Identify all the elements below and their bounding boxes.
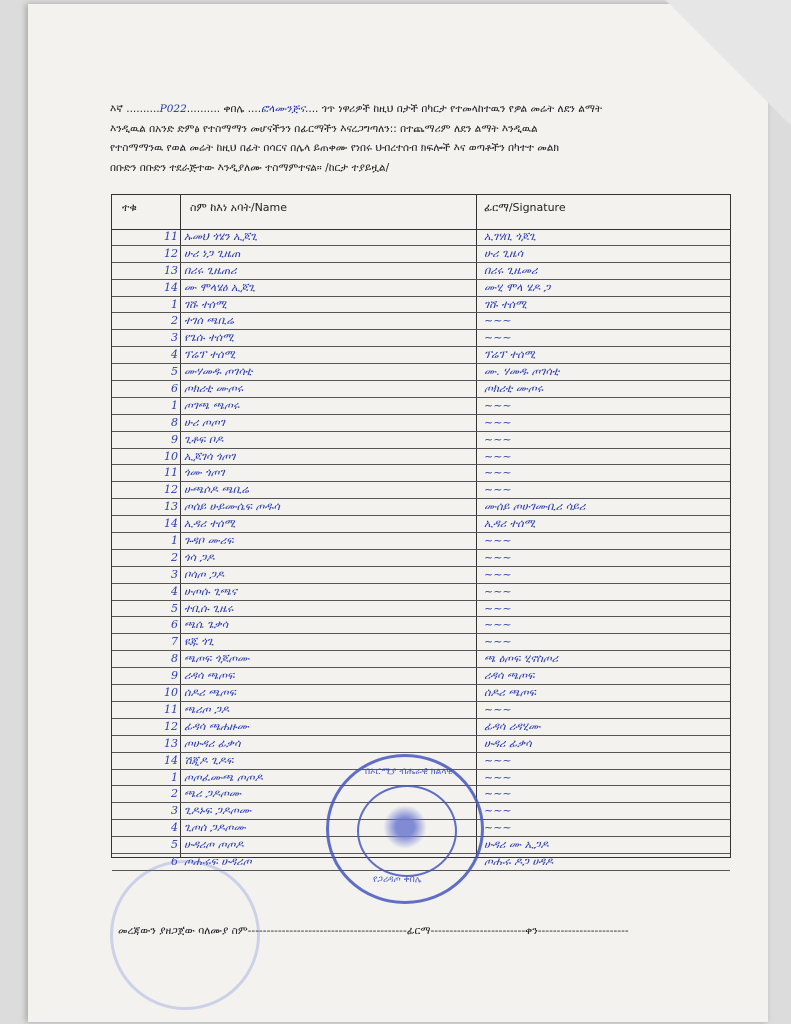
- row-name: ጦገጫ ጫጦሩ: [184, 398, 240, 412]
- row-number: 6: [171, 854, 178, 868]
- row-signature: ~~~: [484, 314, 512, 328]
- row-signature: ~~~: [484, 466, 512, 480]
- row-number: 13: [164, 263, 178, 277]
- row-signature: ሙሂ ሞላ ሄዶ ጋ: [484, 280, 551, 294]
- row-signature: ~~~: [484, 618, 512, 632]
- header-no: ተቁ: [122, 201, 137, 214]
- row-signature: በሪሩ ጊዜመሪ: [484, 263, 538, 277]
- table-row: [112, 601, 730, 618]
- row-signature: ~~~: [484, 415, 512, 429]
- row-number: 8: [171, 652, 178, 666]
- row-number: 8: [171, 415, 178, 429]
- row-signature: ሙ. ሃመዱ ጦገሳቲ: [484, 365, 560, 379]
- table-row: [112, 617, 730, 634]
- table-row: [112, 398, 730, 415]
- row-name: ሁጫሶዶ ጫቢሬ: [184, 483, 249, 497]
- row-signature: ሁሪ ጊዜሳ: [484, 246, 524, 260]
- handwritten-kebele: P022: [159, 103, 187, 115]
- table-row: [112, 533, 730, 550]
- row-name: ጊጦሰ ጋዶጦሙ: [184, 821, 246, 835]
- table-row: [112, 347, 730, 364]
- row-signature: ፊዳሳ ሪዳሂሙ: [484, 719, 541, 733]
- row-name: ገሹ ተሰሚ: [184, 297, 227, 311]
- row-name: ጎሙ ጎጦገ: [184, 466, 225, 480]
- row-number: 4: [171, 348, 178, 362]
- row-name: ጦክሪቲ ሙጦሩ: [184, 382, 244, 396]
- table-row: [112, 668, 730, 685]
- row-name: ሙሃመዱ ጦገሳቲ: [184, 365, 253, 379]
- official-seal: [326, 754, 484, 904]
- table-row: [112, 719, 730, 736]
- row-number: 13: [164, 736, 178, 750]
- handwritten-got: ፎላሙንጅና: [261, 103, 306, 115]
- table-row: [112, 685, 730, 702]
- header-signature: ፊርማ/Signature: [484, 201, 566, 214]
- table-row: [112, 432, 730, 449]
- row-name: የጌሱ ተሰሚ: [184, 331, 234, 345]
- row-name: ጊቶፍ ቦዶ: [184, 432, 224, 446]
- row-number: 1: [171, 297, 178, 311]
- row-number: 14: [164, 753, 178, 767]
- table-row: [112, 280, 730, 297]
- row-signature: ~~~: [484, 601, 512, 615]
- row-name: ጫሪጦ ጋዶ: [184, 702, 229, 716]
- header-line-2: እንዲዉል በአንድ ድምፅ የተስማማን መሆናችንን በፊርማችን እናረጋግጣለን:: በተጨማሪም ለደን ልማት እንዲዉል: [110, 122, 538, 135]
- row-name: ሙ ሞላሄዕ ኢጆጊ: [184, 280, 256, 294]
- footer-preparer: መረጃውን ያዘጋጀው ባለሙያ ስም------------------------------------------ፊርማ-------------------------ቀን------------------------: [118, 925, 629, 937]
- row-signature: ~~~: [484, 449, 512, 463]
- row-number: 5: [171, 838, 178, 852]
- table-row: [112, 702, 730, 719]
- seal-bottom-text: የጋሪዳጦ ቀበሌ: [373, 875, 422, 885]
- row-signature: ጦሑሩ ዶጋ ሀዳዶ: [484, 854, 553, 868]
- header-text-a: እኛ: [110, 103, 123, 115]
- row-name: ጫጦፍ ጎጆጦሙ: [184, 652, 250, 666]
- row-name: ሪዳሳ ጫጦፍ: [184, 669, 235, 683]
- row-number: 2: [171, 550, 178, 564]
- row-signature: ፕሬፕ ተሰሚ: [484, 348, 536, 362]
- row-name: ጎሳ ጋዶ: [184, 550, 215, 564]
- header-line-4: በቡድን በቡድን ተደራጅተው እንዲያለሙ ተስማምተናል። /ከርታ ተያይዟል/: [110, 161, 390, 174]
- row-number: 12: [164, 719, 178, 733]
- table-row: [112, 364, 730, 381]
- header-line-1: እኛ ..........P022.......... ቀበሌ ....ፎላሙንጅና.... ጎጥ ነዋሪዎች ከዚህ በታች በካርታ የተመላከተዉን የዎል መሬት ለደን ልማት: [110, 103, 603, 115]
- row-name: ጫሴ ጌቃሳ: [184, 618, 229, 632]
- row-number: 12: [164, 483, 178, 497]
- row-number: 12: [164, 246, 178, 260]
- row-name: ፕሬፕ ተሰሚ: [184, 348, 236, 362]
- row-number: 1: [171, 534, 178, 548]
- row-signature: ጦክሪቲ ሙጦሩ: [484, 382, 544, 396]
- row-signature: ኢገሃቢ ጎጆጊ: [484, 230, 536, 243]
- row-number: 11: [164, 230, 178, 243]
- table-row: [112, 415, 730, 432]
- row-signature: ~~~: [484, 702, 512, 716]
- row-name: ኢጆገሳ ጎጦገ: [184, 449, 236, 463]
- row-number: 7: [171, 635, 178, 649]
- document-header: [110, 100, 750, 178]
- row-number: 3: [171, 567, 178, 581]
- header-line-3: የተስማማንዉ የወል መሬት ከዚህ በፊት በሳርና በሌላ ይጠቀሙ የነበሩ ህብረተሰብ ክፍሎች እና ወጣቶችን በካተተ መልክ: [110, 142, 560, 154]
- header-text-c: ጎጥ ነዋሪዎች ከዚህ በታች በካርታ የተመላከተዉን የዎል መሬት ለደን ልማት: [321, 103, 603, 115]
- row-signature: ~~~: [484, 534, 512, 548]
- row-name: ሽጂዶ ጊዶፍ: [184, 753, 234, 767]
- row-signature: ~~~: [484, 635, 512, 649]
- row-signature: ~~~: [484, 331, 512, 345]
- row-signature: ኢዳሪ ተሰሚ: [484, 517, 536, 531]
- row-number: 11: [164, 466, 178, 480]
- row-name: ሁሪ ጦጦገ: [184, 415, 225, 429]
- table-row: [112, 381, 730, 398]
- table-row: [112, 499, 730, 516]
- row-signature: ~~~: [484, 550, 512, 564]
- row-signature: ~~~: [484, 584, 512, 598]
- row-name: ፊዳሳ ጫሐዙሙ: [184, 719, 249, 733]
- table-row: [112, 313, 730, 330]
- row-signature: ጫ ዕጦፍ ሂኖስጦሪ: [484, 652, 559, 666]
- table-row: [112, 465, 730, 482]
- table-row: [112, 229, 730, 246]
- row-number: 14: [164, 280, 178, 294]
- row-name: ዩጁ ጎጊ: [184, 635, 214, 649]
- row-number: 11: [164, 702, 178, 716]
- row-name: ጦሁዳሪ ፊቃሳ: [184, 736, 241, 750]
- table-row: [112, 651, 730, 668]
- row-number: 5: [171, 365, 178, 379]
- row-number: 10: [164, 686, 178, 700]
- table-row: [112, 584, 730, 601]
- row-name: ኡመህ ጎሄን ኢጆጊ: [184, 230, 258, 243]
- header-text-b: ቀበሌ: [223, 103, 245, 115]
- row-signature: ~~~: [484, 483, 512, 497]
- table-row: [112, 482, 730, 499]
- row-signature: ~~~: [484, 804, 512, 818]
- row-number: 6: [171, 618, 178, 632]
- row-number: 3: [171, 804, 178, 818]
- row-signature: ገሹ ተሰሚ: [484, 297, 527, 311]
- table-row: [112, 449, 730, 466]
- row-number: 1: [171, 398, 178, 412]
- row-signature: ~~~: [484, 787, 512, 801]
- row-number: 13: [164, 500, 178, 514]
- row-number: 3: [171, 331, 178, 345]
- row-signature: ~~~: [484, 398, 512, 412]
- row-signature: ሰዶሪ ጫጦፍ: [484, 686, 536, 700]
- row-name: ጉዳቦ ሙሪፍ: [184, 534, 234, 548]
- table-row: [112, 263, 730, 280]
- table-row: [112, 550, 730, 567]
- table-row: [112, 516, 730, 533]
- row-signature: ~~~: [484, 432, 512, 446]
- row-name: ተገሰ ጫቢሬ: [184, 314, 234, 328]
- row-number: 14: [164, 517, 178, 531]
- row-name: ተቢሱ ጊዜሩ: [184, 601, 234, 615]
- row-signature: ~~~: [484, 567, 512, 581]
- table-row: [112, 736, 730, 753]
- row-name: ሁዳሪጦ ጦጦዶ: [184, 838, 244, 852]
- row-signature: ሪዳሳ ጫጦፍ: [484, 669, 535, 683]
- row-number: 4: [171, 821, 178, 835]
- table-row: [112, 330, 730, 347]
- row-signature: ሁዳሪ ፊቃሳ: [484, 736, 532, 750]
- row-number: 6: [171, 382, 178, 396]
- row-signature: ~~~: [484, 753, 512, 767]
- row-number: 4: [171, 584, 178, 598]
- row-signature: ~~~: [484, 821, 512, 835]
- row-name: በሪሩ ጊዜጠሪ: [184, 263, 237, 277]
- table-header: [112, 195, 730, 230]
- row-number: 1: [171, 770, 178, 784]
- row-name: ጊዶኑፍ ጋዶጦሙ: [184, 804, 251, 818]
- row-signature: ~~~: [484, 770, 512, 784]
- table-row: [112, 634, 730, 651]
- row-name: ሁጦሱ ጊጫና: [184, 584, 237, 598]
- row-number: 10: [164, 449, 178, 463]
- row-name: ጫሪ ጋዶጦሙ: [184, 787, 242, 801]
- row-name: ኢዳሪ ተሰሚ: [184, 517, 236, 531]
- table-row: [112, 246, 730, 263]
- row-number: 5: [171, 601, 178, 615]
- row-signature: ሁዳሪ ሙ ኢጋዶ: [484, 838, 549, 852]
- row-number: 9: [171, 669, 178, 683]
- table-row: [112, 567, 730, 584]
- row-name: ሁሪ ነጋ ጊዜጠ: [184, 246, 241, 260]
- seal-emblem-icon: [383, 805, 427, 849]
- row-name: ቦሳጦ ጋዶ: [184, 567, 224, 581]
- row-name: ሰዶሪ ጫጦፍ: [184, 686, 236, 700]
- row-number: 9: [171, 432, 178, 446]
- table-row: [112, 297, 730, 314]
- row-signature: ሙሰይ ጦሁገሙቢሪ ሳይሪ: [484, 500, 586, 514]
- row-name: ጦጦፈሙጫ ጦጦዶ: [184, 770, 263, 784]
- row-name: ጦሑሩፍ ሁዳሪጦ: [184, 854, 252, 868]
- seal-top-text: በኦሮሚያ ብሔራዊ ክልላዊ: [365, 767, 453, 777]
- row-name: ጦሰይ ሁይሙሴፍ ጦዱሳ: [184, 500, 280, 514]
- header-name: ስም ከእነ አባት/Name: [190, 201, 288, 214]
- row-number: 2: [171, 787, 178, 801]
- row-number: 2: [171, 314, 178, 328]
